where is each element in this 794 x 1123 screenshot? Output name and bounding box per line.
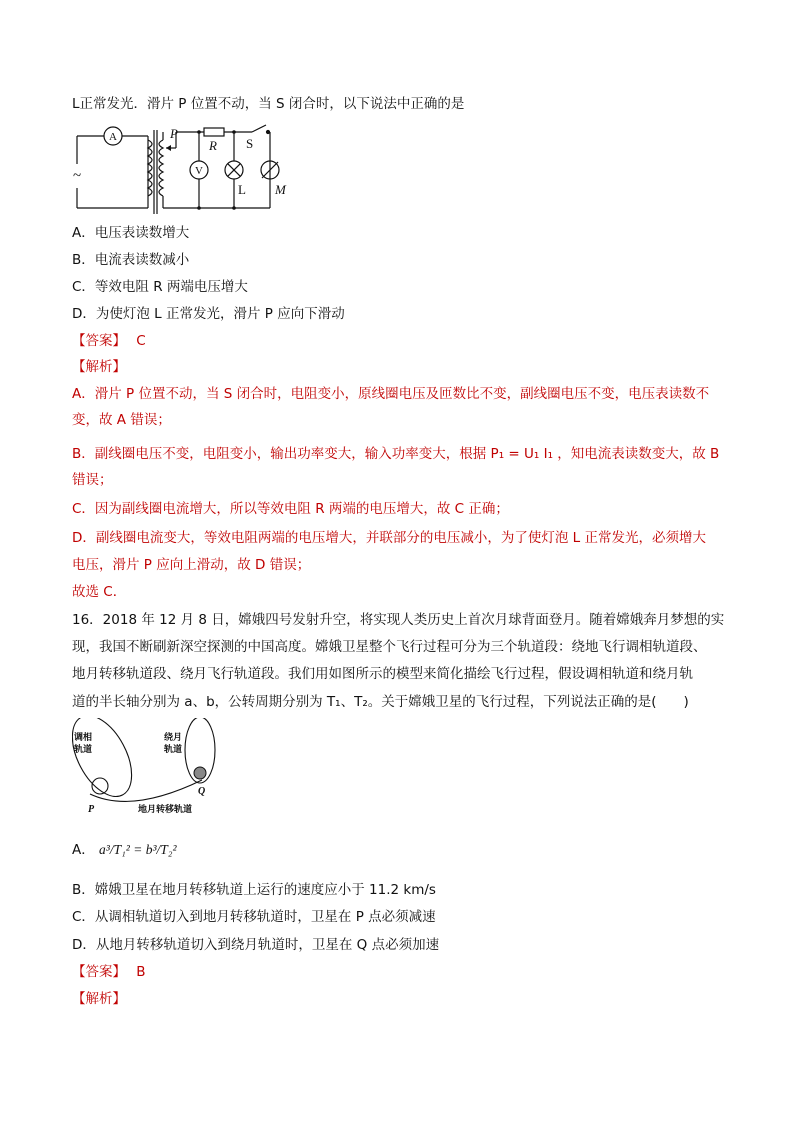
- q15-option-b: B．电流表读数减小: [72, 252, 190, 268]
- orbit-figure: [72, 718, 232, 818]
- q15-analysis-tag: 【解析】: [72, 359, 126, 375]
- q16-answer-tag: 【答案】: [72, 964, 126, 980]
- q16-answer: [72, 962, 146, 982]
- slider-p-label: P: [170, 126, 178, 141]
- lamp-l-label: L: [238, 182, 246, 197]
- q16-option-d: D．从地月转移轨道切入到绕月轨道时，卫星在 Q 点必须加速: [72, 937, 440, 953]
- point-q-label: Q: [198, 786, 206, 797]
- ammeter-label: A: [109, 131, 117, 143]
- q16-option-a-prefix: A．: [72, 842, 95, 858]
- q15-answer-tag: 【答案】: [72, 333, 126, 349]
- lunar-orbit-label-2: 轨道: [164, 745, 183, 755]
- q16-option-b: B．嫦娥卫星在地月转移轨道上运行的速度应小于 11.2 km/s: [72, 882, 436, 898]
- lunar-orbit-label-1: 绕月: [164, 733, 183, 743]
- resistor-r-label: R: [209, 138, 217, 153]
- moon-icon: [194, 767, 206, 779]
- q15-answer-value: C: [136, 333, 146, 349]
- q15-analysis-line: 变，故 A 错误；: [72, 412, 171, 428]
- q16-stem-line: 现，我国不断刷新深空探测的中国高度。嫦娥卫星整个飞行过程可分为三个轨道段：绕地飞行调相轨道段、: [72, 639, 707, 655]
- q15-option-c: C．等效电阻 R 两端电压增大: [72, 279, 248, 295]
- q15-analysis-line: 错误；: [72, 472, 113, 488]
- q15-option-a: A．电压表读数增大: [72, 225, 190, 241]
- q16-answer-value: B: [136, 964, 146, 980]
- point-p-label: P: [88, 804, 95, 815]
- q15-analysis-line: D．副线圈电流变大，等效电阻两端的电压增大，并联部分的电压减小，为了使灯泡 L 正常发光，必须增大: [72, 530, 706, 546]
- q16-stem-line: 道的半长轴分别为 a、b，公转周期分别为 T₁、T₂。关于嫦娥卫星的飞行过程，下列说法正确的是( ): [72, 694, 689, 710]
- q16-option-a-formula: a³/T₁² = b³/T₂²: [99, 842, 177, 857]
- q15-stem: L正常发光．滑片 P 位置不动，当 S 闭合时，以下说法中正确的是: [72, 96, 465, 112]
- circuit-diagram: [72, 118, 312, 218]
- switch-s-label: S: [246, 136, 254, 151]
- q16-stem-line: 16．2018 年 12 月 8 日，嫦娥四号发射升空，将实现人类历史上首次月球背面登月。随着嫦娥奔月梦想的实: [72, 612, 725, 628]
- q15-analysis-line: A．滑片 P 位置不动，当 S 闭合时，电阻变小，原线圈电压及匝数比不变，副线圈电压不变，电压表读数不: [72, 386, 710, 402]
- q15-conclusion: 故选 C．: [72, 584, 127, 600]
- ac-source-label: ~: [73, 168, 82, 184]
- motor-m-label: M: [275, 182, 286, 197]
- resistor-r: [204, 128, 224, 136]
- q16-option-a: [72, 840, 177, 860]
- q15-analysis-line: 电压，滑片 P 应向上滑动，故 D 错误；: [72, 557, 311, 573]
- q16-option-c: C．从调相轨道切入到地月转移轨道时，卫星在 P 点必须减速: [72, 909, 436, 925]
- phase-orbit-label-2: 轨道: [74, 745, 93, 755]
- q15-analysis-line: B．副线圈电压不变，电阻变小，输出功率变大，输入功率变大，根据 P₁ = U₁ I₁ ，知电流表读数变大，故 B: [72, 446, 720, 462]
- q15-answer: [72, 331, 146, 351]
- phase-orbit: [72, 718, 144, 806]
- q15-option-d: D．为使灯泡 L 正常发光，滑片 P 应向下滑动: [72, 306, 345, 322]
- transfer-orbit-label: 地月转移轨道: [138, 805, 193, 815]
- q16-analysis-tag: 【解析】: [72, 991, 126, 1007]
- q16-stem-line: 地月转移轨道段、绕月飞行轨道段。我们用如图所示的模型来简化描绘飞行过程，假设调相轨道和绕月轨: [72, 666, 693, 682]
- phase-orbit-label-1: 调相: [74, 733, 93, 743]
- voltmeter-label: V: [195, 165, 203, 177]
- q15-analysis-line: C．因为副线圈电流增大，所以等效电阻 R 两端的电压增大，故 C 正确；: [72, 501, 509, 517]
